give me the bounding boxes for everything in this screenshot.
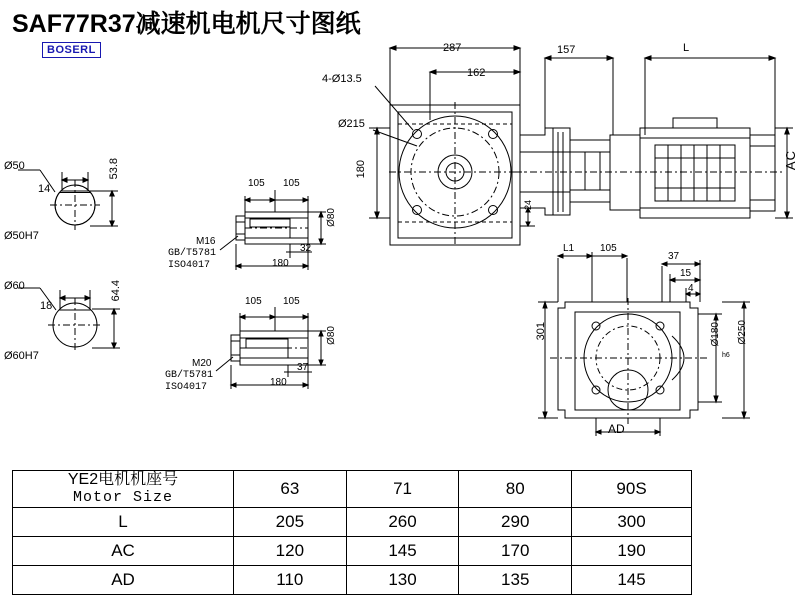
dim-bore-50: Ø50 xyxy=(4,160,25,172)
dim-bore-60-h7: Ø60H7 xyxy=(4,350,39,362)
row-label-L: L xyxy=(13,507,234,536)
table-cell: 205 xyxy=(234,507,347,536)
dim-250: Ø250 xyxy=(737,320,748,345)
table-column-header: 71 xyxy=(346,471,459,508)
dim-180-tolerance: h6 xyxy=(722,352,730,359)
dim-bore-60: Ø60 xyxy=(4,280,25,292)
table-cell: 290 xyxy=(459,507,572,536)
table-cell: 260 xyxy=(346,507,459,536)
dim-L: L xyxy=(683,42,690,54)
main-assembly-view xyxy=(355,40,800,255)
dim-thread-m20: M20 xyxy=(192,358,212,369)
table-cell: 145 xyxy=(572,565,692,594)
dim-24: 24 xyxy=(523,200,533,211)
table-row xyxy=(13,507,692,536)
standard-gbt5781-bottom: GB/T5781 xyxy=(165,370,214,381)
dim-bottom-37: 37 xyxy=(668,251,680,262)
brand-logo: BOSERL xyxy=(42,42,101,58)
table-cell: 120 xyxy=(234,536,347,565)
table-column-header: 90S xyxy=(572,471,692,508)
table-row xyxy=(13,565,692,594)
dim-height-64-4: 64.4 xyxy=(110,280,122,302)
dim-top-flange-80: Ø80 xyxy=(326,208,337,227)
dim-157: 157 xyxy=(557,44,576,56)
bottom-right-view xyxy=(520,240,800,440)
dim-AD: AD xyxy=(608,422,625,436)
dim-bottom-4: 4 xyxy=(688,283,694,294)
dim-key-width-18: 18 xyxy=(40,300,53,312)
dim-bottom-15: 15 xyxy=(680,268,692,279)
dim-thread-m16: M16 xyxy=(196,236,216,247)
shaft-detail-top-view xyxy=(190,178,340,278)
dim-top-105-left: 105 xyxy=(248,178,265,189)
dim-180-h6: Ø180 xyxy=(710,322,721,347)
dim-bottom-37: 37 xyxy=(297,362,309,373)
standard-iso4017-top: ISO4017 xyxy=(168,260,211,271)
table-header-label-cn: YE2电机机座号 xyxy=(67,471,179,488)
table-cell: 110 xyxy=(234,565,347,594)
table-header-label xyxy=(13,471,234,508)
table-header-row xyxy=(13,471,692,508)
table-cell: 190 xyxy=(572,536,692,565)
row-label-AC: AC xyxy=(13,536,234,565)
dim-height-53-8: 53.8 xyxy=(108,158,120,180)
dim-4-holes-13-5: 4-Ø13.5 xyxy=(322,73,362,85)
dim-287: 287 xyxy=(443,42,462,54)
table-row xyxy=(13,536,692,565)
table-column-header: 63 xyxy=(234,471,347,508)
dim-pitch-circle-215: Ø215 xyxy=(338,118,365,130)
table-cell: 130 xyxy=(346,565,459,594)
table-cell: 135 xyxy=(459,565,572,594)
dim-bottom-105-right: 105 xyxy=(283,296,300,307)
dim-bottom-105-left: 105 xyxy=(245,296,262,307)
table-cell: 300 xyxy=(572,507,692,536)
dim-top-105-right: 105 xyxy=(283,178,300,189)
dim-top-32: 32 xyxy=(300,243,312,254)
shaft-section-views xyxy=(0,150,160,380)
standard-iso4017-bottom: ISO4017 xyxy=(165,382,208,393)
dim-AC: AC xyxy=(783,150,798,171)
motor-size-table xyxy=(12,470,692,595)
table-cell: 170 xyxy=(459,536,572,565)
dim-L1: L1 xyxy=(563,243,575,254)
standard-gbt5781-top: GB/T5781 xyxy=(168,248,217,259)
dim-162: 162 xyxy=(467,67,486,79)
dim-bottom-flange-80: Ø80 xyxy=(326,326,337,345)
table-cell: 145 xyxy=(346,536,459,565)
dim-301: 301 xyxy=(535,322,547,341)
dim-bottom-180: 180 xyxy=(270,377,287,388)
dim-180-main: 180 xyxy=(355,160,367,179)
table-header-label-en: Motor Size xyxy=(72,489,173,507)
dim-key-width-14: 14 xyxy=(38,183,51,195)
table-column-header: 80 xyxy=(459,471,572,508)
page-title: SAF77R37减速机电机尺寸图纸 xyxy=(12,10,361,38)
row-label-AD: AD xyxy=(13,565,234,594)
dim-top-180: 180 xyxy=(272,258,289,269)
dim-bore-50-h7: Ø50H7 xyxy=(4,230,39,242)
dim-bottom-105: 105 xyxy=(600,243,617,254)
